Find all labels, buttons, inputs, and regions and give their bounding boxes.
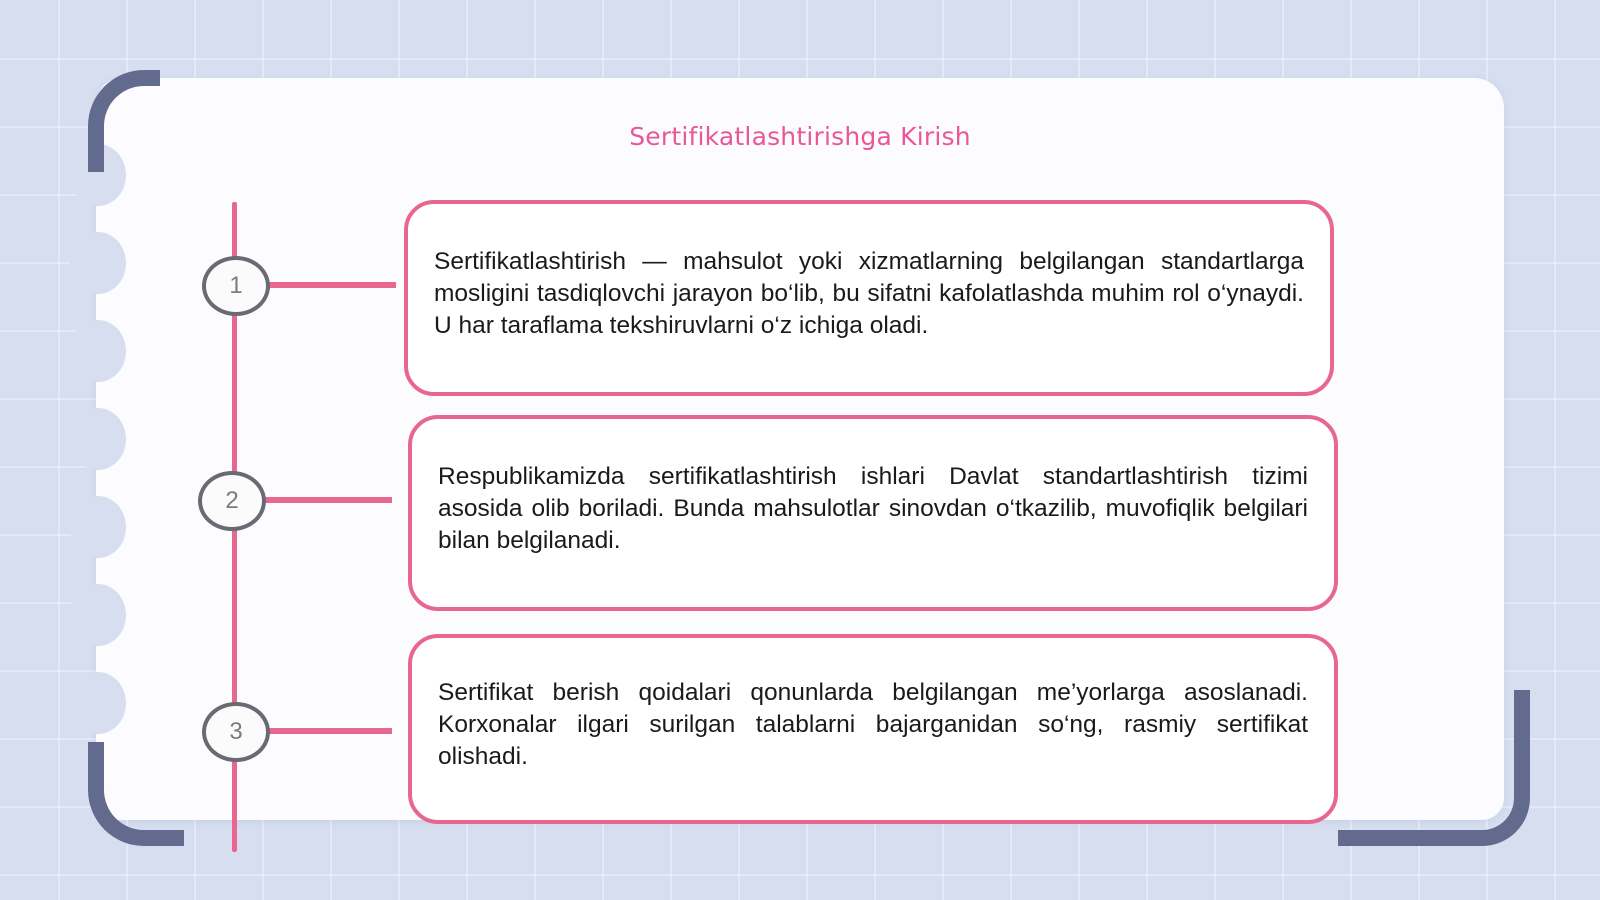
step-number-circle: 1 (202, 256, 270, 316)
corner-bracket-bottom-right (1338, 690, 1530, 846)
paper-notch (70, 672, 126, 734)
step-number-circle: 3 (202, 702, 270, 762)
step-card (408, 634, 1338, 824)
paper-notch (70, 584, 126, 646)
step-card (404, 200, 1334, 396)
step-card (408, 415, 1338, 611)
corner-bracket-top-left (88, 70, 160, 172)
paper-notch (70, 408, 126, 470)
timeline-connector (266, 282, 396, 288)
step-number-circle: 2 (198, 471, 266, 531)
step-card-text: Sertifikat berish qoidalari qonunlarda belgilangan me’yorlarga asoslanadi. Korxonalar ilgari surilgan talablarni bajarganidan so‘ng, rasmiy sertifikat olishadi. (438, 679, 1308, 770)
paper-notch (70, 320, 126, 382)
slide-title: Sertifikatlashtirishga Kirish (629, 122, 971, 151)
step-card-text: Sertifikatlashtirish — mahsulot yoki xizmatlarning belgilangan standartlarga mosligini tasdiqlovchi jarayon bo‘lib, bu sifatni kafolatlashda muhim rol o‘ynaydi. U har taraflama tekshiruvlarni o‘z ichiga oladi. (434, 248, 1304, 339)
timeline-connector (266, 728, 392, 734)
paper-notch (70, 232, 126, 294)
corner-bracket-bottom-left (88, 742, 184, 846)
paper-notch (70, 496, 126, 558)
timeline-connector (262, 497, 392, 503)
step-card-text: Respublikamizda sertifikatlashtirish ishlari Davlat standartlashtirish tizimi asosida olib boriladi. Bunda mahsulotlar sinovdan o‘tkazilib, muvofiqlik belgilari bilan belgilanadi. (438, 463, 1308, 554)
